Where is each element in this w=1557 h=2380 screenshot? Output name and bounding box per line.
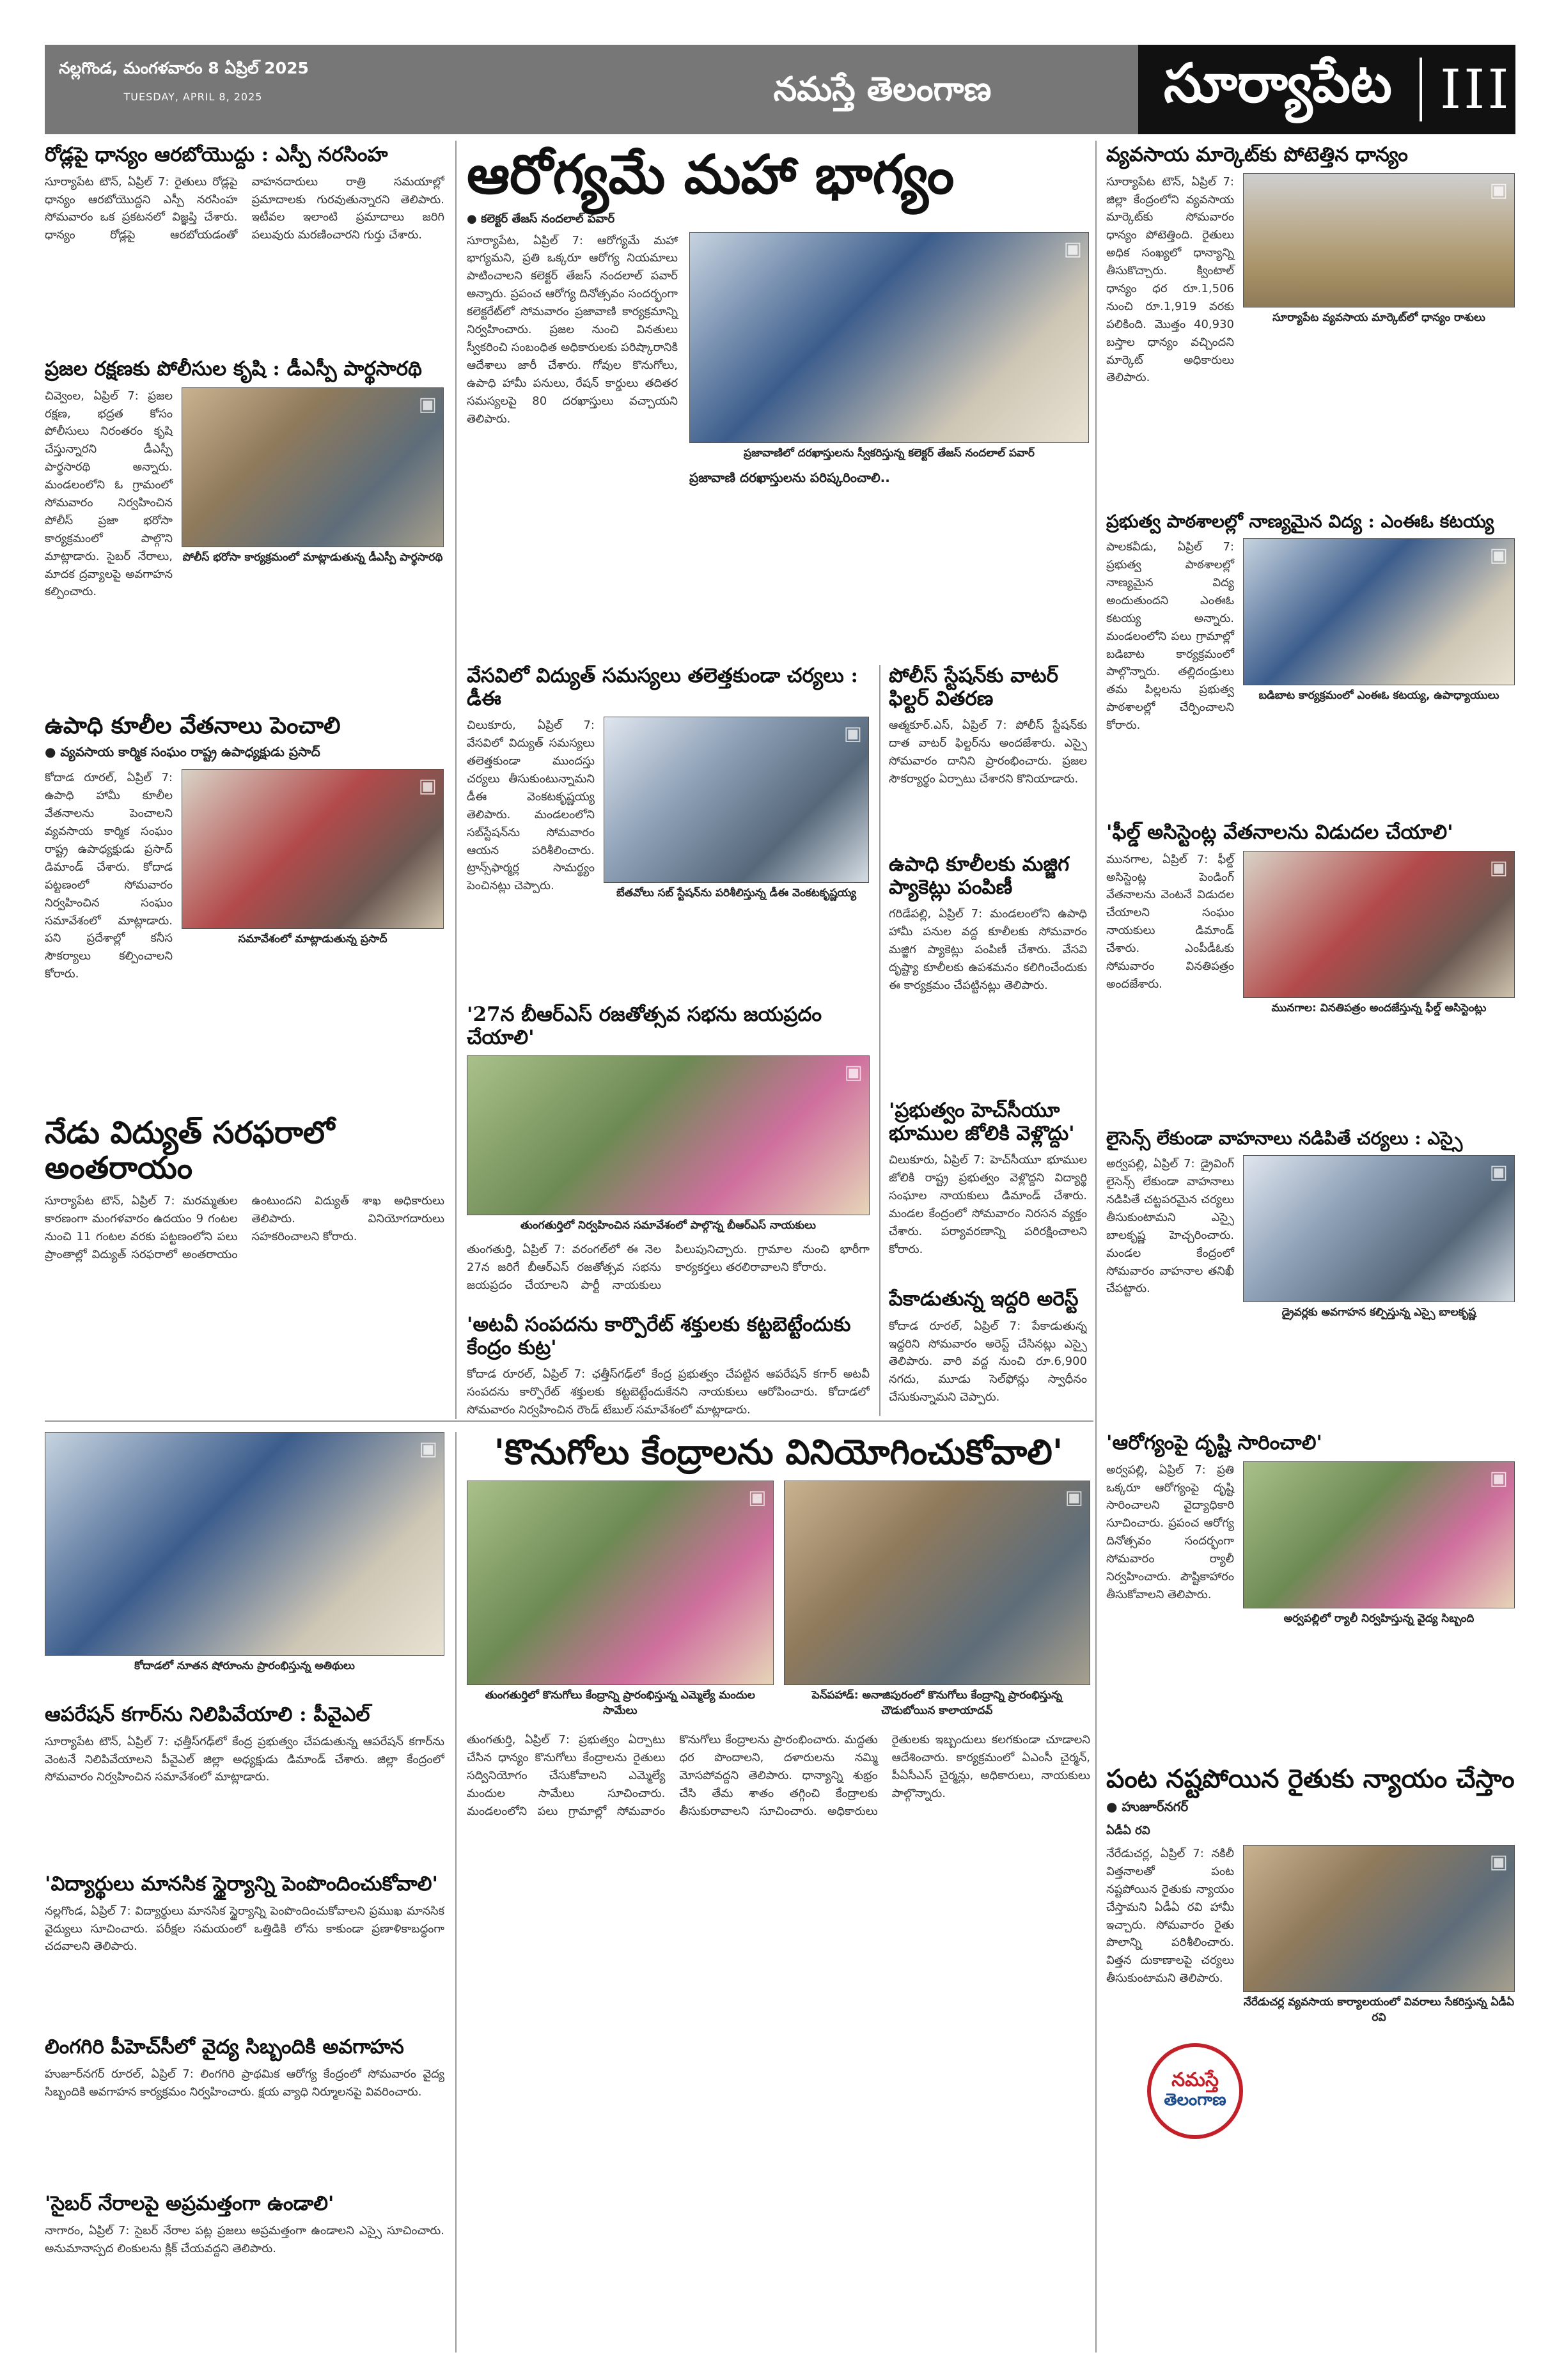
photo-caption: అర్వపల్లిలో ర్యాలీ నిర్వహిస్తున్న వైద్య సిబ్బంది	[1283, 1612, 1475, 1625]
headline: ప్రజల రక్షణకు పోలీసుల కృషి : డీఎస్పీ పార్థసారథి	[45, 358, 422, 380]
headline: వేసవిలో విద్యుత్ సమస్యలు తలెత్తకుండా చర్యలు : డీఈ	[467, 665, 858, 710]
column-divider	[879, 665, 880, 1416]
headline: 'అటవీ సంపదను కార్పొరేట్ శక్తులకు కట్టబెట్టేందుకు కేంద్రం కుట్ర'	[467, 1314, 851, 1359]
news-photo	[1243, 173, 1515, 307]
article-cyber-crime	[45, 2193, 444, 2353]
article-summer-power	[467, 665, 870, 1000]
news-photo	[45, 1432, 444, 1656]
article-gambling-arrest	[889, 1288, 1087, 1419]
headline: 'కొనుగోలు కేంద్రాలను వినియోగించుకోవాలి'	[494, 1432, 1063, 1472]
article-body: గరిడేపల్లి, ఏప్రిల్ 7: మండలంలోని ఉపాధి హామీ పనుల వద్ద కూలీలకు సోమవారం మజ్జిగ ప్యాకెట్లు పంపిణీ చేశారు. వేసవి దృష్ట్యా కూలీలకు ఉపశమనం కలిగించేందుకు ఈ కార్యక్రమం చేపట్టినట్లు తెలిపారు.	[889, 907, 1087, 992]
article-body: చివ్వెంల, ఏప్రిల్ 7: ప్రజల రక్షణ, భద్రత కోసం పోలీసులు నిరంతరం కృషి చేస్తున్నారని డీఎస్పీ పార్థసారథి అన్నారు. మండలంలోని ఓ గ్రామంలో సోమవారం నిర్వహించిన పోలీస్ ప్రజా భరోసా కార్యక్రమంలో పాల్గొని మాట్లాడారు. సైబర్ నేరాలు, మాదక ద్రవ్యాలపై అవగాహన కల్పించారు.	[45, 389, 173, 599]
lead-photo	[689, 232, 1089, 443]
article-health-focus	[1106, 1432, 1515, 1758]
news-photo	[467, 1055, 870, 1215]
article-brs-meeting	[467, 1004, 870, 1311]
headline: లింగగిరి పీహెచ్‌సీలో వైద్య సిబ్బందికి అవగాహన	[45, 2036, 404, 2058]
article-body: హుజూర్‌నగర్ రూరల్, ఏప్రిల్ 7: లింగగిరి ప్రాథమిక ఆరోగ్య కేంద్రంలో సోమవారం వైద్య సిబ్బందికి అవగాహన కార్యక్రమం నిర్వహించారు. క్షయ వ్యాధి నిర్మూలనపై వివరించారు.	[45, 2067, 444, 2099]
page-number: III	[1440, 58, 1512, 121]
article-body: నాగారం, ఏప్రిల్ 7: సైబర్ నేరాల పట్ల ప్రజలు అప్రమత్తంగా ఉండాలని ఎస్సై సూచించారు. అనుమానాస్పద లింకులను క్లిక్ చేయవద్దని తెలిపారు.	[45, 2223, 444, 2255]
article-body: పాలకవీడు, ఏప్రిల్ 7: ప్రభుత్వ పాఠశాలల్లో నాణ్యమైన విద్య అందుతుందని ఎంఈఓ కటయ్య అన్నారు. మండలంలోని పలు గ్రామాల్లో బడిబాట కార్యక్రమంలో పాల్గొన్నారు. తల్లిదండ్రులు తమ పిల్లలను ప్రభుత్వ పాఠశాలల్లో చేర్పించాలని కోరారు.	[1106, 540, 1234, 733]
photo-caption: నేరేడుచర్ల వ్యవసాయ కార్యాలయంలో వివరాలు సేకరిస్తున్న ఏడీఏ రవి	[1243, 1996, 1515, 2024]
article-market-grain	[1106, 144, 1515, 505]
city-block	[1138, 45, 1515, 134]
camera-icon: ▣	[419, 1438, 437, 1460]
camera-icon: ▣	[748, 1486, 767, 1509]
headline: పోలీస్ స్టేషన్‌కు వాటర్ ఫిల్టర్ వితరణ	[889, 665, 1058, 710]
photo-caption: సమావేశంలో మాట్లాడుతున్న ప్రసాద్	[238, 933, 387, 946]
camera-icon: ▣	[1065, 1486, 1083, 1509]
article-body: చిలుకూరు, ఏప్రిల్ 7: హెచ్‌సీయూ భూముల జోలికి రాష్ట్ర ప్రభుత్వం వెళ్లొద్దని విద్యార్థి సంఘాల నాయకులు డిమాండ్ చేశారు. మండల కేంద్రంలో సోమవారం నిరసన వ్యక్తం చేశారు. పర్యావరణాన్ని పరిరక్షించాలని కోరారు.	[889, 1153, 1087, 1256]
headline: వ్యవసాయ మార్కెట్‌కు పోటెత్తిన ధాన్యం	[1106, 144, 1408, 166]
newspaper-logo	[1147, 2043, 1243, 2139]
photo-feature	[45, 1432, 444, 1694]
article-body: తుంగతుర్తి, ఏప్రిల్ 7: వరంగల్‌లో ఈ నెల 27న జరిగే బీఆర్‌ఎస్ రజతోత్సవ సభను జయప్రదం చేయాలని పార్టీ నాయకులు పిలుపునిచ్చారు. గ్రామాల నుంచి భారీగా కార్యకర్తలు తరలిరావాలని కోరారు.	[467, 1243, 870, 1293]
photo-caption: బేతవోలు సబ్ స్టేషన్‌ను పరిశీలిస్తున్న డీఈ వెంకటకృష్ణయ్య	[616, 887, 857, 900]
camera-icon: ▣	[1063, 237, 1082, 260]
article-hcu-lands	[889, 1100, 1087, 1285]
logo-text: నమస్తే	[1171, 2068, 1219, 2091]
photo-caption: ప్రజావాణిలో దరఖాస్తులను స్వీకరిస్తున్న కలెక్టర్ తేజస్ నందలాల్ పవార్	[744, 446, 1035, 460]
news-photo	[1243, 1155, 1515, 1302]
subheadline: ● వ్యవసాయ కార్మిక సంఘం రాష్ట్ర ఉపాధ్యక్షుడు ప్రసాద్	[45, 744, 444, 763]
edition-date-en: TUESDAY, APRIL 8, 2025	[123, 91, 263, 103]
article-students-stress	[45, 1873, 444, 2033]
article-body: కోదాడ రూరల్, ఏప్రిల్ 7: ఛత్తీస్‌గఢ్‌లో కేంద్ర ప్రభుత్వం చేపట్టిన ఆపరేషన్ కగార్ అటవీ సంపదను కార్పొరేట్ శక్తులకు కట్టబెట్టేందుకేనని నాయకులు ఆరోపించారు. కోదాడలో సోమవారం నిర్వహించిన రౌండ్ టేబుల్ సమావేశంలో మాట్లాడారు.	[467, 1367, 870, 1417]
article-procurement-centers	[467, 1432, 1090, 2353]
camera-icon: ▣	[1489, 1161, 1508, 1184]
article-body: సూర్యాపేట టౌన్, ఏప్రిల్ 7: ఛత్తీస్‌గఢ్‌లో కేంద్ర ప్రభుత్వం చేపడుతున్న ఆపరేషన్ కగార్‌ను వెంటనే నిలిపివేయాలని పీవైఎల్ జిల్లా అధ్యక్షుడు డిమాండ్ చేశారు. జిల్లా కేంద్రంలో సోమవారం నిర్వహించిన సమావేశంలో మాట్లాడారు.	[45, 1734, 444, 1784]
news-photo	[1243, 538, 1515, 685]
headline: లైసెన్స్ లేకుండా వాహనాలు నడిపితే చర్యలు : ఎస్సై	[1106, 1128, 1463, 1149]
article-body: మునగాల, ఏప్రిల్ 7: ఫీల్డ్ అసిస్టెంట్ల పెండింగ్ వేతనాలను వెంటనే విడుదల చేయాలని సంఘం నాయకులు డిమాండ్ చేశారు. ఎంపీడీఓకు సోమవారం వినతిపత్రం అందజేశారు.	[1106, 852, 1234, 991]
column-divider	[455, 1432, 457, 2353]
camera-icon: ▣	[418, 775, 437, 798]
article-body: ఆత్మకూర్.ఎస్, ఏప్రిల్ 7: పోలీస్ స్టేషన్‌కు దాత వాటర్ ఫిల్టర్‌ను అందజేశారు. ఎస్సై సోమవారం దానిని ప్రారంభించారు. ప్రజల సౌకర్యార్థం ఏర్పాటు చేశారని కొనియాడారు.	[889, 719, 1087, 786]
news-photo	[1243, 1461, 1515, 1608]
photo-caption: పోలీస్ భరోసా కార్యక్రమంలో మాట్లాడుతున్న డీఎస్పీ పార్థసారథి	[182, 550, 443, 564]
city-name: సూర్యాపేట	[1164, 51, 1392, 114]
news-photo	[182, 387, 444, 547]
article-body: అర్వపల్లి, ఏప్రిల్ 7: ప్రతి ఒక్కరూ ఆరోగ్యంపై దృష్టి సారించాలని వైద్యాధికారి సూచించారు. ప్రపంచ ఆరోగ్య దినోత్సవం సందర్భంగా సోమవారం ర్యాలీ నిర్వహించారు. పౌష్టికాహారం తీసుకోవాలని తెలిపారు.	[1106, 1463, 1234, 1601]
article-govt-schools	[1106, 511, 1515, 815]
photo-caption: తుంగతుర్తిలో కొనుగోలు కేంద్రాన్ని ప్రారంభిస్తున్న ఎమ్మెల్యే మందుల సామేలు	[485, 1689, 755, 1718]
column-divider	[455, 141, 457, 1419]
camera-icon: ▣	[844, 1061, 863, 1084]
article-phc-awareness	[45, 2036, 444, 2189]
headline: ఉపాధి కూలీల వేతనాలు పెంచాలి	[45, 713, 341, 739]
article-body: సూర్యాపేట, ఏప్రిల్ 7: ఆరోగ్యమే మహా భాగ్యమని, ప్రతి ఒక్కరూ ఆరోగ్య నియమాలు పాటించాలని కలెక్టర్ తేజస్ నందలాల్ పవార్ అన్నారు. ప్రపంచ ఆరోగ్య దినోత్సవం సందర్భంగా కలెక్టరేట్‌లో సోమవారం ప్రజావాణి కార్యక్రమాన్ని నిర్వహించారు. ప్రజల నుంచి వినతులు స్వీకరించి సంబంధిత అధికారులకు పరిష్కారానికి ఆదేశాలు జారీ చేశారు. గోవుల కొనుగోలు, ఉపాధి హామీ పనులు, రేషన్ కార్డులు తదితర సమస్యలపై 80 దరఖాస్తులు వచ్చాయని తెలిపారు.	[467, 233, 678, 426]
paper-name: నమస్తే తెలంగాణ	[627, 45, 1138, 134]
camera-icon: ▣	[1489, 856, 1508, 879]
masthead	[45, 45, 1515, 134]
article-operation-kagar	[45, 1704, 444, 1870]
headline: పంట నష్టపోయిన రైతుకు న్యాయం చేస్తాం	[1106, 1764, 1515, 1794]
byline: ఏడీఏ రవి	[1106, 1824, 1150, 1837]
headline: నేడు విద్యుత్ సరఫరాలో అంతరాయం	[45, 1116, 335, 1186]
news-photo	[1243, 851, 1515, 998]
headline: రోడ్లపై ధాన్యం ఆరబోయొద్దు : ఎస్పీ నరసింహ	[45, 144, 388, 166]
article-power-cut	[45, 1116, 444, 1422]
article-body: సూర్యాపేట టౌన్, ఏప్రిల్ 7: రైతులు రోడ్లపై ధాన్యం ఆరబోయొద్దని ఎస్పీ నరసింహ సోమవారం ఒక ప్రకటనలో విజ్ఞప్తి చేశారు. ధాన్యం రోడ్లపై ఆరబోయడంతో వాహనదారులు రాత్రి సమయాల్లో ప్రమాదాలకు గురవుతున్నారని తెలిపారు. ఇటీవల ఇలాంటి ప్రమాదాలు జరిగి పలువురు మరణించారని గుర్తు చేశారు.	[45, 175, 444, 242]
photo-caption: పెన్‌పహాడ్: అనాజిపురంలో కొనుగోలు కేంద్రాన్ని ప్రారంభిస్తున్న చౌడుబోయిన కాలాయాదవ్	[811, 1689, 1062, 1718]
headline: 'ఆరోగ్యంపై దృష్టి సారించాలి'	[1106, 1432, 1322, 1454]
photo-caption: సూర్యాపేట వ్యవసాయ మార్కెట్‌లో ధాన్యం రాశులు	[1272, 311, 1485, 324]
article-police-protection	[45, 358, 444, 706]
article-body: సూర్యాపేట టౌన్, ఏప్రిల్ 7: మరమ్మతుల కారణంగా మంగళవారం ఉదయం 9 గంటల నుంచి 11 గంటల వరకు పట్టణంలోని పలు ప్రాంతాల్లో విద్యుత్ సరఫరాలో అంతరాయం ఉంటుందని విద్యుత్ శాఖ అధికారులు తెలిపారు. వినియోగదారులు సహకరించాలని కోరారు.	[45, 1194, 444, 1262]
news-photo	[182, 769, 444, 929]
article-water-filter	[889, 665, 1087, 850]
headline: '27న బీఆర్‌ఎస్ రజతోత్సవ సభను జయప్రదం చేయాలి'	[467, 1004, 822, 1049]
camera-icon: ▣	[843, 722, 862, 745]
article-field-assistants	[1106, 821, 1515, 1122]
article-upadhi-wages	[45, 713, 444, 1109]
article-body: కోదాడ రూరల్, ఏప్రిల్ 7: పేకాడుతున్న ఇద్దరిని సోమవారం అరెస్ట్ చేసినట్లు ఎస్సై తెలిపారు. వారి వద్ద నుంచి రూ.6,900 నగదు, మూడు సెల్‌ఫోన్లు స్వాధీనం చేసుకున్నామని చెప్పారు.	[889, 1319, 1087, 1404]
camera-icon: ▣	[1489, 1851, 1508, 1873]
headline: ఆపరేషన్ కగార్‌ను నిలిపివేయాలి : పీవైఎల్	[45, 1704, 370, 1726]
article-body: తుంగతుర్తి, ఏప్రిల్ 7: ప్రభుత్వం ఏర్పాటు చేసిన ధాన్యం కొనుగోలు కేంద్రాలను రైతులు సద్వినియోగం చేసుకోవాలని ఎమ్మెల్యే మందుల సామేలు సూచించారు. మండలంలోని పలు గ్రామాల్లో సోమవారం కొనుగోలు కేంద్రాలను ప్రారంభించారు. మద్దతు ధర పొందాలని, దళారులను నమ్మి మోసపోవద్దని తెలిపారు. ధాన్యాన్ని శుభ్రం చేసి తేమ శాతం తగ్గించి కేంద్రాలకు తీసుకురావాలని సూచించారు. అధికారులు రైతులకు ఇబ్బందులు కలగకుండా చూడాలని ఆదేశించారు. కార్యక్రమంలో ఏఎంసీ చైర్మన్, పీఏసీఎస్ చైర్మన్లు, అధికారులు, నాయకులు పాల్గొన్నారు.	[467, 1733, 1090, 1818]
byline: ● కలెక్టర్ తేజస్ నందలాల్ పవార్	[467, 212, 1090, 228]
headline: 'విద్యార్థులు మానసిక స్థైర్యాన్ని పెంపొందించుకోవాలి'	[45, 1873, 438, 1895]
lead-article	[467, 144, 1090, 649]
article-buttermilk	[889, 853, 1087, 1096]
article-body: కోదాడ రూరల్, ఏప్రిల్ 7: ఉపాధి హామీ కూలీల వేతనాలను పెంచాలని వ్యవసాయ కార్మిక సంఘం రాష్ట్ర ఉపాధ్యక్షుడు ప్రసాద్ డిమాండ్ చేశారు. కోదాడ పట్టణంలో సోమవారం నిర్వహించిన సంఘం సమావేశంలో మాట్లాడారు. పని ప్రదేశాల్లో కనీస సౌకర్యాలు కల్పించాలని కోరారు.	[45, 771, 173, 981]
photo-caption: డ్రైవర్లకు అవగాహన కల్పిస్తున్న ఎస్సై బాలకృష్ణ	[1281, 1306, 1476, 1319]
camera-icon: ▣	[1489, 1466, 1508, 1489]
camera-icon: ▣	[418, 393, 437, 416]
article-body: చిలుకూరు, ఏప్రిల్ 7: వేసవిలో విద్యుత్ సమస్యలు తలెత్తకుండా ముందస్తు చర్యలు తీసుకుంటున్నామని డీఈ వెంకటకృష్ణయ్య తెలిపారు. మండలంలోని సబ్‌స్టేషన్‌ను సోమవారం ఆయన పరిశీలించారు. ట్రాన్స్‌ఫార్మర్ల సామర్థ్యం పెంచినట్లు చెప్పారు.	[467, 719, 595, 893]
camera-icon: ▣	[1489, 178, 1508, 201]
article-forest-wealth	[467, 1314, 870, 1419]
article-body: అర్వపల్లి, ఏప్రిల్ 7: డ్రైవింగ్ లైసెన్స్ లేకుండా వాహనాలు నడిపితే చట్టపరమైన చర్యలు తీసుకుంటామని ఎస్సై బాలకృష్ణ హెచ్చరించారు. మండల కేంద్రంలో సోమవారం వాహనాల తనిఖీ చేపట్టారు.	[1106, 1157, 1234, 1296]
divider	[1420, 58, 1422, 121]
headline: ప్రభుత్వ పాఠశాలల్లో నాణ్యమైన విద్య : ఎంఈఓ కటయ్య	[1106, 511, 1494, 532]
edition-date-te: నల్లగొండ, మంగళవారం 8 ఏప్రిల్ 2025	[59, 59, 309, 77]
photo-caption: మునగాల: వినతిపత్రం అందజేస్తున్న ఫీల్డ్ అసిస్టెంట్లు	[1271, 1001, 1487, 1015]
photo-caption: బడిబాట కార్యక్రమంలో ఎంఈఓ కటయ్య, ఉపాధ్యాయులు	[1258, 689, 1499, 703]
logo-text: తెలంగాణ	[1164, 2090, 1226, 2110]
news-photo	[1243, 1845, 1515, 1992]
subheadline: ● హుజూర్‌నగర్	[1106, 1799, 1515, 1817]
headline: 'ఫీల్డ్ అసిస్టెంట్ల వేతనాలను విడుదల చేయాలి'	[1106, 821, 1453, 844]
photo-caption: కోదాడలో నూతన షోరూంను ప్రారంభిస్తున్న అతిథులు	[134, 1660, 355, 1672]
article-spray-grain	[45, 144, 444, 355]
headline: పేకాడుతున్న ఇద్దరి అరెస్ట్	[889, 1288, 1079, 1311]
camera-icon: ▣	[1489, 544, 1508, 567]
photo-caption: తుంగతుర్తిలో నిర్వహించిన సమావేశంలో పాల్గొన్న బీఆర్‌ఎస్ నాయకులు	[520, 1219, 817, 1233]
article-body: సూర్యాపేట టౌన్, ఏప్రిల్ 7: జిల్లా కేంద్రంలోని వ్యవసాయ మార్కెట్‌కు సోమవారం ధాన్యం పోటెత్తింది. రైతులు అధిక సంఖ్యలో ధాన్యాన్ని తీసుకొచ్చారు. క్వింటాల్ ధాన్యం ధర రూ.1,506 నుంచి రూ.1,919 వరకు పలికింది. మొత్తం 40,930 బస్తాల ధాన్యం వచ్చిందని మార్కెట్ అధికారులు తెలిపారు.	[1106, 175, 1234, 385]
side-heading: ప్రజావాణి దరఖాస్తులను పరిష్కరించాలి..	[689, 469, 890, 485]
column-divider	[1095, 141, 1097, 2353]
article-body: నేరేడుచర్ల, ఏప్రిల్ 7: నకిలీ విత్తనాలతో పంట నష్టపోయిన రైతుకు న్యాయం చేస్తామని ఏడీఏ రవి హామీ ఇచ్చారు. సోమవారం రైతు పొలాన్ని పరిశీలించారు. విత్తన దుకాణాలపై చర్యలు తీసుకుంటామని తెలిపారు.	[1106, 1847, 1234, 1986]
lead-headline: ఆరోగ్యమే మహా భాగ్యం	[467, 144, 955, 206]
headline: ఉపాధి కూలీలకు మజ్జిగ ప్యాకెట్లు పంపిణీ	[889, 853, 1070, 899]
news-photo	[604, 717, 869, 883]
article-crop-loss	[1106, 1764, 1515, 2353]
news-photo	[784, 1481, 1091, 1685]
news-photo	[467, 1481, 774, 1685]
article-body: నల్లగొండ, ఏప్రిల్ 7: విద్యార్థులు మానసిక స్థైర్యాన్ని పెంపొందించుకోవాలని ప్రముఖ మానసిక వైద్యులు సూచించారు. పరీక్షల సమయంలో ఒత్తిడికి లోను కాకుండా ప్రణాళికాబద్ధంగా చదవాలని తెలిపారు.	[45, 1904, 444, 1954]
headline: 'సైబర్ నేరాలపై అప్రమత్తంగా ఉండాలి'	[45, 2193, 334, 2215]
article-driving-license	[1106, 1128, 1515, 1426]
masthead-date-block	[45, 45, 627, 134]
headline: 'ప్రభుత్వం హెచ్‌సీయూ భూముల జోలికి వెళ్లొద్దు'	[889, 1100, 1075, 1145]
